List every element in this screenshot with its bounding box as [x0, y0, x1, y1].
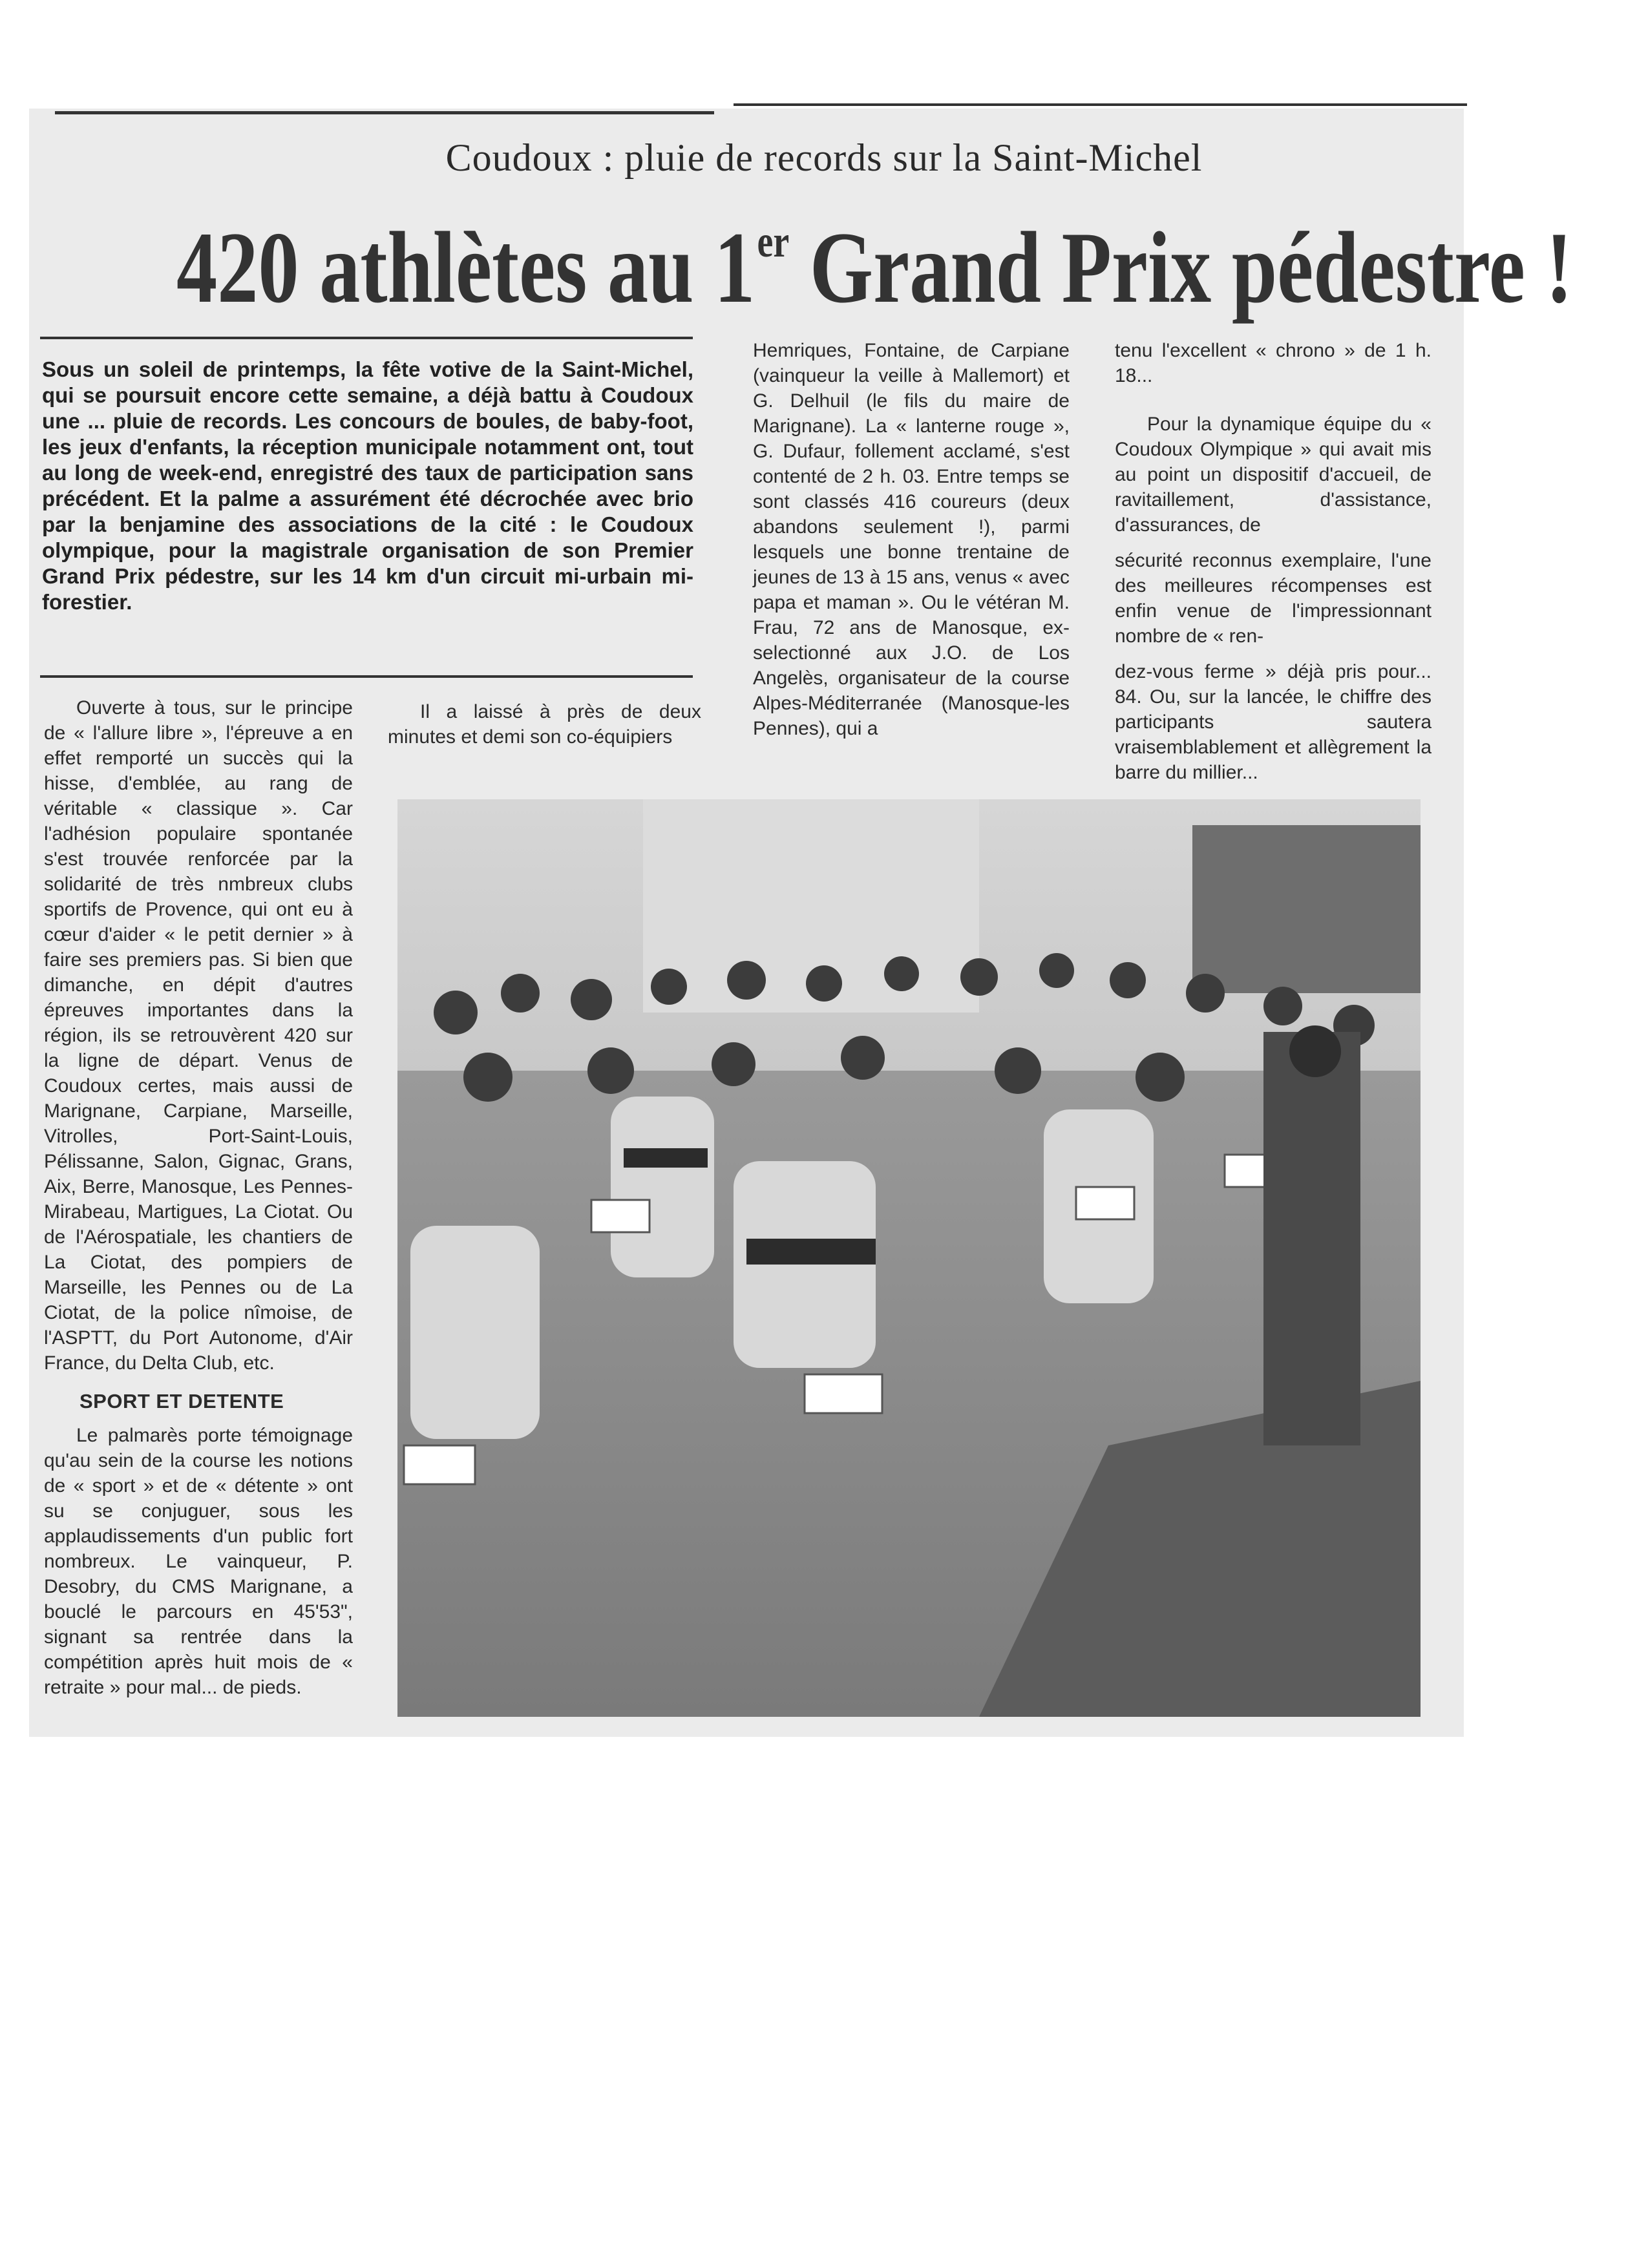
col4-paragraph-3: sécurité reconnus exemplaire, l'une des meilleures récompenses est enfin venue de l'impressionnant nombre de « ren-	[1115, 550, 1431, 647]
column-2	[388, 699, 701, 750]
col2-text: Il a laissé à près de deux minutes et demi son co-équipiers	[388, 701, 701, 748]
top-rule-right	[734, 103, 1467, 106]
column-1	[44, 695, 353, 1700]
col1-paragraph-2: Le palmarès porte témoignage qu'au sein de la course les notions de « sport » et de « détente » ont su se conjuguer, sous les applaudissements d'un public fort nombreux. Le vainqueur, P. Desobry, du CMS Marignane, a bouclé le parcours en 45'53", signant sa rentrée dans la compétition après huit mois de « retraite » pour mal... de pieds.	[44, 1425, 353, 1698]
section-subhead: SPORT ET DETENTE	[79, 1390, 284, 1412]
headline	[176, 184, 1573, 326]
headline-main: 420 athlètes au 1	[176, 211, 755, 324]
lead-rule-top	[40, 337, 693, 339]
race-photo-illustration	[397, 799, 1421, 1717]
col4-paragraph-4: dez-vous ferme » déjà pris pour... 84. Ou, sur la lancée, le chiffre des participants sautera vraisemblablement et allègrement la barre du millier...	[1115, 661, 1431, 783]
headline-superscript: er	[757, 217, 790, 267]
race-photo	[397, 799, 1421, 1717]
col1-paragraph-1: Ouverte à tous, sur le principe de « l'allure libre », l'épreuve a en effet remporté un succès qui la hisse, d'emblée, au rang de véritable « classique ». Car l'adhésion populaire spontanée s'est trouvée renforcée par la solidarité de très nmbreux clubs sportifs de Provence, qui ont eu à cœur d'aider « le petit dernier » à faire ses premiers pas. Si bien que dimanche, en dépit d'autres épreuves importantes dans la région, ils se retrouvèrent 420 sur la ligne de départ. Venus de Coudoux certes, mais aussi de Marignane, Carpiane, Marseille, Vitrolles, Port-Saint-Louis, Pélissanne, Salon, Gignac, Grans, Aix, Berre, Manosque, Les Pennes-Mirabeau, Martigues, La Ciotat. Ou de l'Aérospatiale, les chantiers de La Ciotat, des pompiers de Marseille, les Pennes ou de La Ciotat, de la police nîmoise, de l'ASPTT, du Port Autonome, d'Air France, du Delta Club, etc.	[44, 697, 353, 1374]
col4-paragraph-1: tenu l'excellent « chrono » de 1 h. 18...	[1115, 340, 1431, 386]
kicker: Coudoux : pluie de records sur la Saint-Michel	[445, 136, 1203, 179]
lead-paragraph: Sous un soleil de printemps, la fête votive de la Saint-Michel, qui se poursuit encore cette semaine, a déjà battu à Coudoux une ... pluie de records. Les concours de boules, de baby-foot, les jeux d'enfants, la réception municipale notamment ont, tout au long de week-end, enregistré des taux de participation sans précédent. Et la palme a assurément été décrochée avec brio par la benjamine des associations de la cité : le Coudoux olympique, pour la magistrale organisation de son Premier Grand Prix pédestre, sur les 14 km d'un circuit mi-urbain mi-forestier.	[42, 357, 693, 614]
col4-paragraph-2: Pour la dynamique équipe du « Coudoux Olympique » qui avait mis au point un dispositif d'accueil, de ravitaillement, d'assistance, d'assurances, de	[1115, 414, 1431, 536]
column-3	[753, 338, 1070, 741]
col3-text: Hemriques, Fontaine, de Carpiane (vainqueur la veille à Mallemort) et G. Delhuil (le fils du maire de Marignane). La « lanterne rouge », G. Dufaur, follement acclamé, s'est contenté de 2 h. 03. Entre temps se sont classés 416 coureurs (deux abandons seulement !), parmi lesquels une bonne trentaine de jeunes de 13 à 15 ans, venus « avec papa et maman ». Ou le vétéran M. Frau, 72 ans de Manosque, ex-selectionné aux J.O. de Los Angelès, organisateur de la course Alpes-Méditerranée (Manosque-les Pennes), qui a	[753, 340, 1070, 739]
top-rule-left	[55, 111, 714, 114]
lead-rule-bottom	[40, 675, 693, 678]
column-4	[1115, 338, 1431, 785]
headline-rest: Grand Prix pédestre !	[789, 211, 1573, 324]
